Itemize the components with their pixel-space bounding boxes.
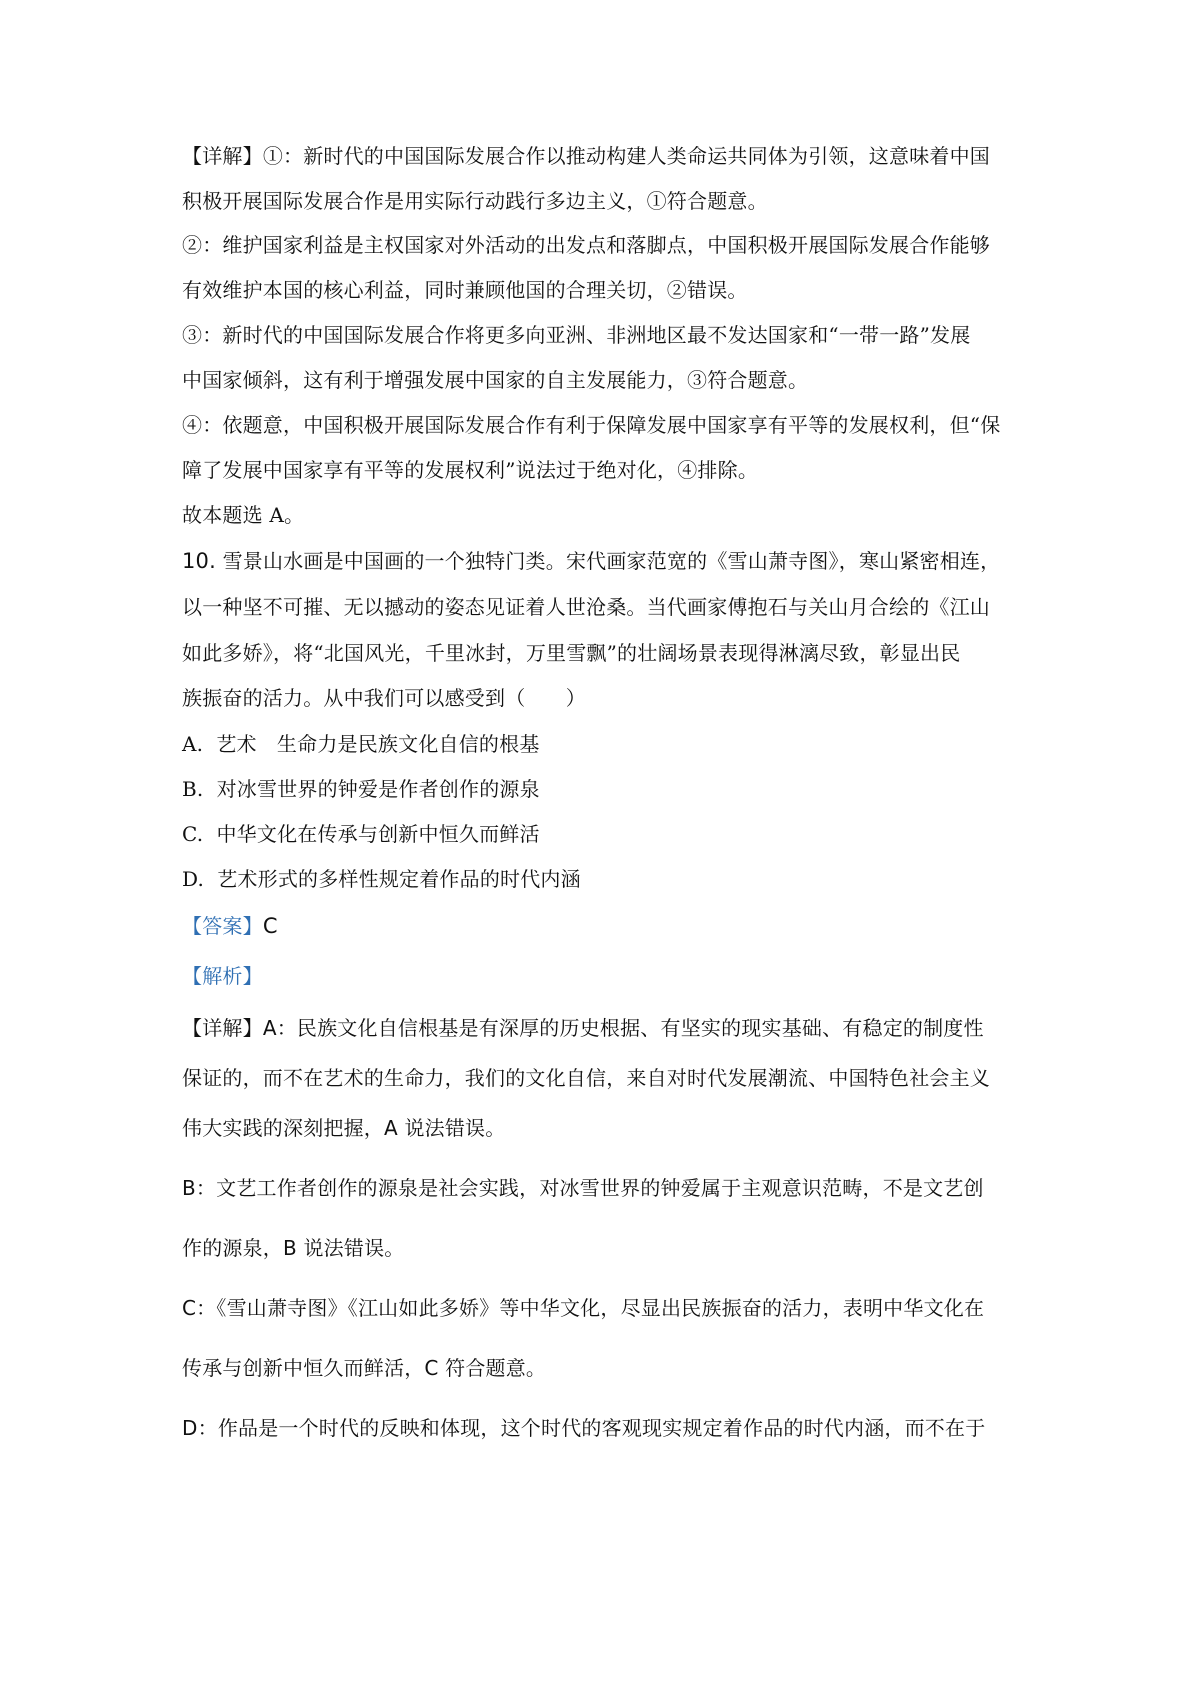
prev-explanation-line-2: 积极开展国际发展合作是用实际行动践行多边主义，①符合题意。 bbox=[182, 189, 768, 213]
answer-line bbox=[182, 914, 278, 938]
analysis-label: 【解析】 bbox=[182, 964, 263, 988]
explanation-a-line-3: 伟大实践的深刻把握，A 说法错误。 bbox=[182, 1116, 506, 1140]
question-number: 10. bbox=[182, 549, 216, 573]
option-c: C. 中华文化在传承与创新中恒久而鲜活 bbox=[182, 822, 540, 846]
explanation-c-line-2: 传承与创新中恒久而鲜活，C 符合题意。 bbox=[182, 1356, 547, 1380]
explanation-d-line-1: D：作品是一个时代的反映和体现，这个时代的客观现实规定着作品的时代内涵，而不在于 bbox=[182, 1416, 986, 1440]
option-d: D. 艺术形式的多样性规定着作品的时代内涵 bbox=[182, 867, 581, 891]
explanation-a-line-1: 【详解】A：民族文化自信根基是有深厚的历史根据、有坚实的现实基础、有稳定的制度性 bbox=[182, 1016, 984, 1040]
explanation-a-line-2: 保证的，而不在艺术的生命力，我们的文化自信，来自对时代发展潮流、中国特色社会主义 bbox=[182, 1066, 990, 1090]
prev-explanation-line-7: ④：依题意，中国积极开展国际发展合作有利于保障发展中国家享有平等的发展权利，但“保 bbox=[182, 413, 1001, 437]
prev-explanation-line-4: 有效维护本国的核心利益，同时兼顾他国的合理关切，②错误。 bbox=[182, 278, 748, 302]
explanation-c-line-1: C：《雪山萧寺图》《江山如此多娇》等中华文化，尽显出民族振奋的活力，表明中华文化在 bbox=[182, 1296, 985, 1320]
option-b: B. 对冰雪世界的钟爱是作者创作的源泉 bbox=[182, 777, 540, 801]
explanation-detail-label: 【详解】 bbox=[182, 1016, 263, 1040]
prev-explanation-line-1: 【详解】①：新时代的中国国际发展合作以推动构建人类命运共同体为引领，这意味着中国 bbox=[182, 144, 991, 168]
question-stem-line-4: 族振奋的活力。从中我们可以感受到（ ） bbox=[182, 686, 586, 710]
prev-explanation-conclusion: 故本题选 A。 bbox=[182, 503, 305, 527]
explanation-b-line-2: 作的源泉，B 说法错误。 bbox=[182, 1236, 405, 1260]
option-a: A. 艺术 生命力是民族文化自信的根基 bbox=[182, 732, 540, 756]
detail-label: 【详解】 bbox=[182, 144, 263, 168]
answer-label: 【答案】 bbox=[182, 914, 263, 938]
question-stem-line-1: 10. 雪景山水画是中国画的一个独特门类。宋代画家范宽的《雪山萧寺图》，寒山紧密相连， bbox=[182, 549, 1001, 573]
prev-explanation-line-5: ③：新时代的中国国际发展合作将更多向亚洲、非洲地区最不发达国家和“一带一路”发展 bbox=[182, 323, 971, 347]
prev-explanation-line-3: ②：维护国家利益是主权国家对外活动的出发点和落脚点，中国积极开展国际发展合作能够 bbox=[182, 233, 990, 257]
question-stem-line-3: 如此多娇》，将“北国风光，千里冰封，万里雪飘”的壮阔场景表现得淋漓尽致，彰显出民 bbox=[182, 641, 961, 665]
answer-value: C bbox=[262, 914, 278, 938]
prev-explanation-line-8: 障了发展中国家享有平等的发展权利”说法过于绝对化，④排除。 bbox=[182, 458, 759, 482]
explanation-b-line-1: B：文艺工作者创作的源泉是社会实践，对冰雪世界的钟爱属于主观意识范畴，不是文艺创 bbox=[182, 1176, 984, 1200]
prev-explanation-line-6: 中国家倾斜，这有利于增强发展中国家的自主发展能力，③符合题意。 bbox=[182, 368, 809, 392]
question-stem-line-2: 以一种坚不可摧、无以撼动的姿态见证着人世沧桑。当代画家傅抱石与关山月合绘的《江山 bbox=[182, 595, 990, 619]
